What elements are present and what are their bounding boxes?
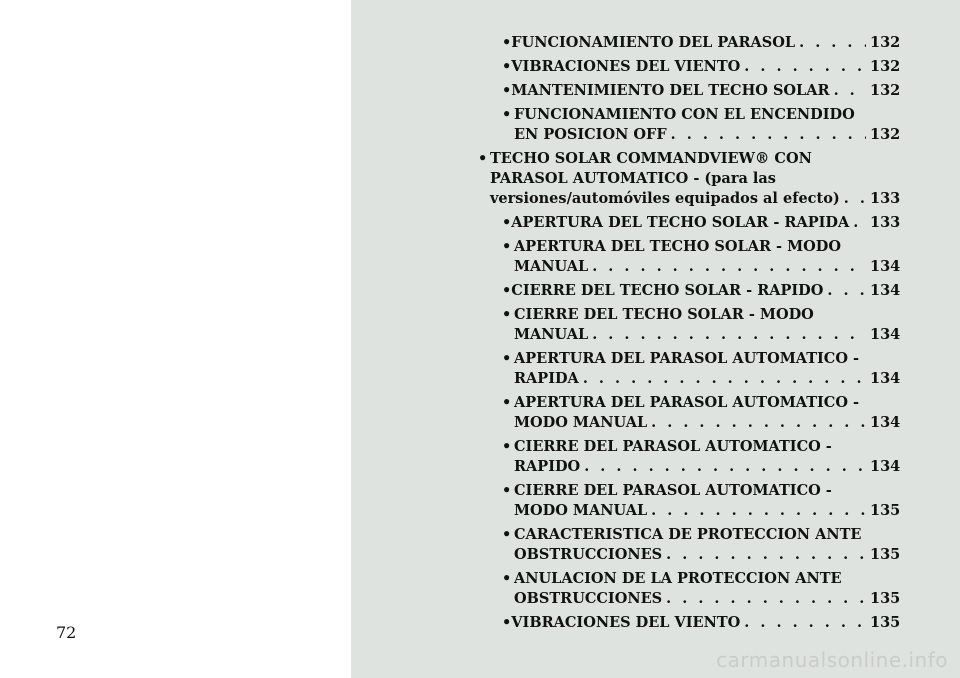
bullet-icon: • [502, 214, 512, 231]
toc-entry-line [502, 325, 901, 345]
dot-leader [744, 57, 866, 77]
toc-entry-text [514, 413, 647, 433]
toc-entry [478, 81, 901, 101]
toc-entry-text [514, 238, 841, 255]
bullet-icon: • [502, 82, 512, 99]
toc-entry [478, 213, 901, 233]
toc-entry-line [502, 213, 901, 233]
toc-entry-page: 135 [870, 502, 901, 519]
toc-entry-line [502, 501, 901, 521]
toc-entry-text [514, 306, 814, 323]
bullet-icon: • [502, 58, 512, 75]
toc-entry-label: CIERRE DEL PARASOL AUTOMATICO - [514, 438, 832, 455]
toc-entry-label: ANULACION DE LA PROTECCION ANTE [514, 570, 842, 587]
dot-leader [592, 257, 866, 277]
dot-leader [744, 613, 866, 633]
toc-entry [478, 349, 901, 389]
toc-entry-line [502, 589, 901, 609]
toc-entry-text [511, 281, 823, 301]
toc-entry-line [502, 57, 901, 77]
toc-entry-line [478, 149, 898, 169]
toc-entry-text [514, 369, 579, 389]
dot-leader [844, 189, 866, 209]
toc-entry-line [502, 105, 898, 125]
toc-entry-line [502, 545, 901, 565]
toc-entry-text [511, 613, 740, 633]
toc-entry [478, 237, 901, 277]
bullet-icon: • [502, 482, 512, 499]
toc-entry-line [502, 369, 901, 389]
toc-entry-page: 132 [870, 58, 901, 75]
toc-entry [478, 393, 901, 433]
toc-entry-line [502, 613, 901, 633]
toc-entry-label: MANUAL [514, 326, 589, 343]
toc-entry-label: CARACTERISTICA DE PROTECCION ANTE [514, 526, 862, 543]
toc-entry-label: RAPIDO [514, 458, 581, 475]
dot-leader [853, 213, 866, 233]
toc-entry-text [514, 526, 861, 543]
bullet-icon: • [502, 350, 512, 367]
toc-entry-label: CIERRE DEL TECHO SOLAR - RAPIDO [511, 282, 824, 299]
watermark: carmanualsonline.info [716, 648, 948, 672]
toc-entry-text [511, 213, 849, 233]
toc-entry-label: TECHO SOLAR COMMANDVIEW® CON [490, 150, 812, 167]
toc-entry-text [514, 482, 832, 499]
toc-entry-text [514, 125, 667, 145]
toc-entry [478, 525, 901, 565]
bullet-icon: • [502, 238, 512, 255]
toc-entry-page: 132 [870, 34, 901, 51]
dot-leader [583, 369, 866, 389]
dot-leader [651, 413, 866, 433]
dot-leader [671, 125, 866, 145]
toc-entry-page: 135 [870, 546, 901, 563]
toc-entry-line [502, 457, 901, 477]
toc-entry-page: 135 [870, 614, 901, 631]
toc-entry [478, 613, 901, 633]
toc-entry-label: MANUAL [514, 258, 589, 275]
toc-entry-line [502, 237, 898, 257]
toc-entry-label: VIBRACIONES DEL VIENTO [511, 58, 741, 75]
toc-entry-line [478, 169, 898, 189]
toc-entry [478, 481, 901, 521]
toc-entry [478, 33, 901, 53]
toc-entry-line [502, 349, 898, 369]
toc-entry-line [502, 305, 898, 325]
bullet-icon: • [502, 614, 512, 631]
toc-entry-text [511, 57, 740, 77]
toc-entry-label: versiones/automóviles equipados al efecto) [490, 190, 840, 207]
toc-entry [478, 569, 901, 609]
dot-leader [584, 457, 866, 477]
dot-leader [834, 81, 866, 101]
toc-entry-line [502, 525, 898, 545]
toc-entry-page: 134 [870, 326, 901, 343]
toc-entry-label: FUNCIONAMIENTO CON EL ENCENDIDO [514, 106, 855, 123]
toc-entry-label: APERTURA DEL PARASOL AUTOMATICO - [514, 394, 860, 411]
toc-entry-label: MODO MANUAL [514, 414, 648, 431]
toc-entry-line [502, 393, 898, 413]
toc-entry-page: 132 [870, 82, 901, 99]
toc-entry-label: MODO MANUAL [514, 502, 648, 519]
toc-entry-text [514, 394, 859, 411]
toc-entry-text [514, 589, 662, 609]
toc-entry-label: FUNCIONAMIENTO DEL PARASOL [511, 34, 796, 51]
toc-entry-text [514, 570, 842, 587]
toc-entry-line [502, 281, 901, 301]
toc-entry-page: 134 [870, 414, 901, 431]
toc-entry-text [514, 257, 588, 277]
toc-entry-label: PARASOL AUTOMATICO - (para las [490, 170, 776, 187]
toc-entry-label: VIBRACIONES DEL VIENTO [511, 614, 741, 631]
toc-entry-text [511, 81, 829, 101]
toc-entry-page: 134 [870, 282, 901, 299]
toc-entry-line [502, 125, 901, 145]
toc-entry-text [490, 150, 812, 167]
toc-entry [478, 149, 901, 209]
toc-entry-text [514, 106, 855, 123]
toc-entry-line [502, 413, 901, 433]
dot-leader [827, 281, 866, 301]
dot-leader [799, 33, 866, 53]
toc-entry-label: APERTURA DEL PARASOL AUTOMATICO - [514, 350, 860, 367]
bullet-icon: • [502, 282, 512, 299]
toc-entry-page: 134 [870, 258, 901, 275]
dot-leader [651, 501, 866, 521]
dot-leader [666, 545, 866, 565]
toc-entry-line [502, 257, 901, 277]
toc-entry-label: RAPIDA [514, 370, 579, 387]
table-of-contents [478, 33, 901, 637]
dot-leader [592, 325, 866, 345]
toc-entry-label: APERTURA DEL TECHO SOLAR - MODO [514, 238, 842, 255]
dot-leader [666, 589, 866, 609]
toc-entry [478, 57, 901, 77]
toc-entry-page: 134 [870, 458, 901, 475]
toc-entry-label: MANTENIMIENTO DEL TECHO SOLAR [511, 82, 830, 99]
toc-entry-line [502, 437, 898, 457]
toc-entry-page: 132 [870, 126, 901, 143]
toc-entry-label: EN POSICION OFF [514, 126, 667, 143]
toc-entry-text [514, 325, 588, 345]
toc-entry-text [490, 189, 840, 209]
toc-entry-text [514, 438, 832, 455]
toc-entry-line [502, 33, 901, 53]
toc-entry-label: CIERRE DEL TECHO SOLAR - MODO [514, 306, 814, 323]
bullet-icon: • [502, 306, 512, 323]
bullet-icon: • [502, 34, 512, 51]
toc-entry-text [511, 33, 795, 53]
toc-entry-label: CIERRE DEL PARASOL AUTOMATICO - [514, 482, 832, 499]
toc-entry-label: APERTURA DEL TECHO SOLAR - RAPIDA [511, 214, 850, 231]
toc-entry-line [502, 481, 898, 501]
toc-entry-text [514, 350, 859, 367]
toc-entry-page: 134 [870, 370, 901, 387]
bullet-icon: • [502, 106, 512, 123]
toc-entry-text [514, 457, 580, 477]
toc-entry [478, 437, 901, 477]
toc-entry-label: OBSTRUCCIONES [514, 590, 663, 607]
toc-entry-line [502, 569, 898, 589]
toc-entry-page: 133 [870, 214, 901, 231]
toc-entry-text [514, 545, 662, 565]
bullet-icon: • [502, 570, 512, 587]
bullet-icon: • [502, 394, 512, 411]
page-number: 72 [56, 623, 77, 642]
toc-entry-label: OBSTRUCCIONES [514, 546, 663, 563]
toc-entry [478, 105, 901, 145]
bullet-icon: • [502, 526, 512, 543]
toc-entry-text [514, 501, 647, 521]
bullet-icon: • [478, 150, 488, 167]
toc-entry-line [478, 189, 901, 209]
toc-entry [478, 305, 901, 345]
toc-entry-page: 135 [870, 590, 901, 607]
toc-entry [478, 281, 901, 301]
bullet-icon: • [502, 438, 512, 455]
toc-entry-line [502, 81, 901, 101]
toc-entry-page: 133 [870, 190, 901, 207]
toc-entry-text [490, 170, 776, 187]
